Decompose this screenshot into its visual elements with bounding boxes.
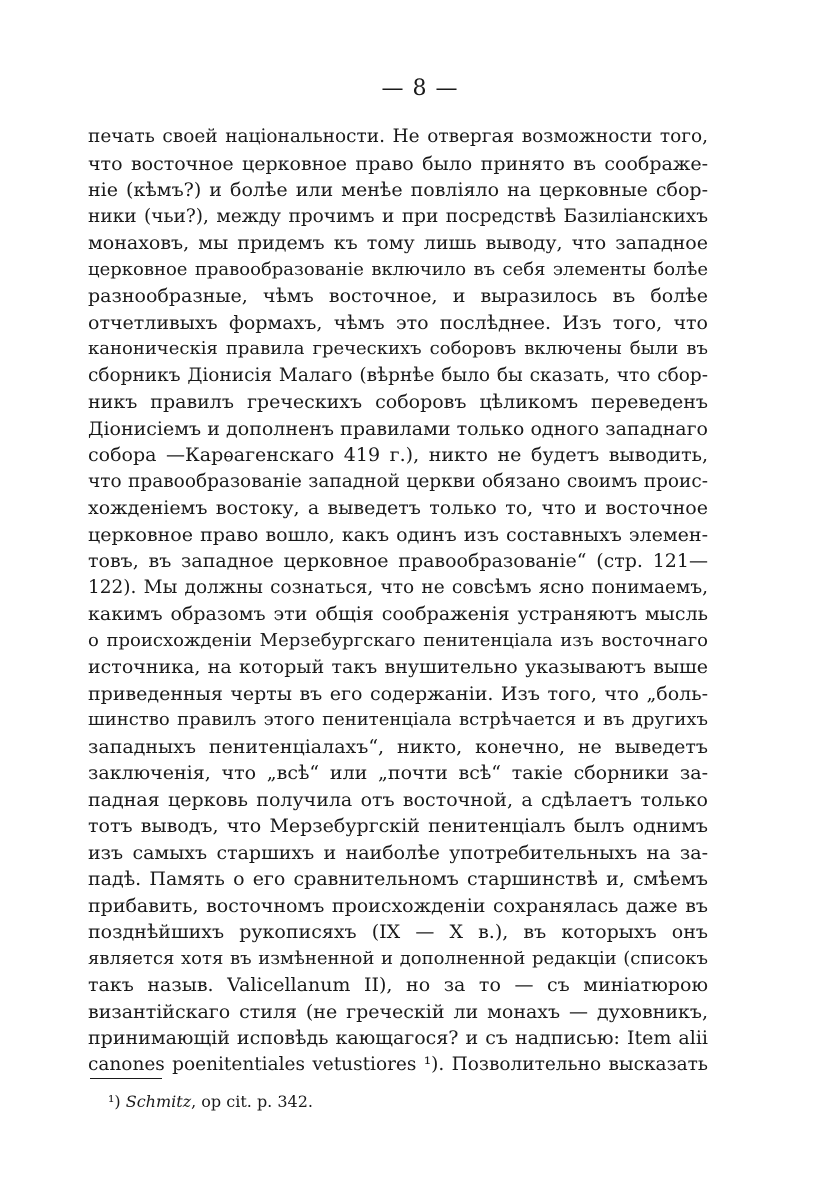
page-number: — 8 — xyxy=(381,76,459,101)
text-line: является хотя въ измѣненной и дополненной редакціи (списокъ xyxy=(88,947,708,969)
footnote-author: Schmitz xyxy=(125,1092,192,1111)
text-line: церковное правообразованіе включило въ себя элементы болѣе xyxy=(88,258,708,280)
text-line: прибавить, восточномъ происхожденіи сохранялась даже въ xyxy=(88,894,708,917)
text-line: принимающій исповѣдь кающагося? и съ надписью: Item alii xyxy=(88,1027,708,1049)
text-line: что восточное церковное право было принято въ соображе- xyxy=(88,152,708,175)
text-line: западныхъ пенитенціалахъ“, никто, конечно, не выведетъ xyxy=(88,735,708,758)
text-line: какимъ образомъ эти общія соображенія устраняютъ мысль xyxy=(88,603,708,625)
text-line: canones poenitentiales vetustiores ¹). Позволительно высказать xyxy=(88,1053,708,1075)
text-line: каноническія правила греческихъ соборовъ включены были въ xyxy=(88,338,708,359)
text-line: никъ правилъ греческихъ соборовъ цѣликомъ переведенъ xyxy=(88,391,708,413)
text-line: падная церковь получила отъ восточной, а сдѣлаетъ только xyxy=(88,788,708,811)
text-line: печать своей національности. Не отвергая возможности того, xyxy=(88,126,708,147)
footnote-divider xyxy=(90,1078,162,1079)
footnote-citation: , op cit. p. 342. xyxy=(191,1092,313,1111)
text-line: собора —Карѳагенскаго 419 г.), никто не будетъ выводить, xyxy=(88,444,708,466)
text-line: заключенія, что „всѣ“ или „почти всѣ“ такіе сборники за- xyxy=(88,762,708,784)
text-line: сборникъ Діонисія Малаго (вѣрнѣе было бы сказать, что сбор- xyxy=(88,364,708,386)
text-line: Діонисіемъ и дополненъ правилами только одного западнаго xyxy=(88,417,708,440)
text-line: падѣ. Память о его сравнительномъ старшинствѣ и, смѣемъ xyxy=(88,868,708,890)
footnote-marker: ¹) xyxy=(108,1092,121,1111)
text-line: о происхожденіи Мерзебургскаго пенитенціала изъ восточнаго xyxy=(88,629,708,651)
text-line: товъ, въ западное церковное правообразованіе“ (стр. 121— xyxy=(88,550,708,572)
text-line: 122). Мы должны сознаться, что не совсѣмъ ясно понимаемъ, xyxy=(88,576,708,598)
text-line: позднѣйшихъ рукописяхъ (IX — X в.), въ которыхъ онъ xyxy=(88,921,708,943)
body-text xyxy=(88,124,708,1078)
text-line: церковное право вошло, какъ одинъ изъ составныхъ элемен- xyxy=(88,523,708,546)
text-line: источника, на который такъ внушительно указываютъ выше xyxy=(88,656,708,678)
text-line: ники (чьи?), между прочимъ и при посредствѣ Базиліанскихъ xyxy=(88,205,708,227)
text-line: византійскаго стиля (не греческій ли монахъ — духовникъ, xyxy=(88,1000,708,1023)
text-line: что правообразованіе западной церкви обязано своимъ проис- xyxy=(88,470,708,492)
text-line: монаховъ, мы придемъ къ тому лишь выводу, что западное xyxy=(88,232,708,254)
text-line: шинство правилъ этого пенитенціала встрѣчается и въ другихъ xyxy=(88,709,708,730)
text-line: приведенныя черты въ его содержаніи. Изъ того, что „боль- xyxy=(88,682,708,705)
text-line: изъ самыхъ старшихъ и наиболѣе употребительныхъ на за- xyxy=(88,841,708,864)
text-line: разнообразные, чѣмъ восточное, и выразилось въ болѣе xyxy=(88,285,708,307)
text-line: хожденіемъ востоку, а выведетъ только то, что и восточное xyxy=(88,497,708,519)
footnote xyxy=(108,1092,313,1112)
text-line: такъ назыв. Valicellanum II), но за то — съ миніатюрою xyxy=(88,974,708,996)
text-line: тотъ выводъ, что Мерзебургскій пенитенціалъ былъ однимъ xyxy=(88,815,708,837)
text-line: отчетливыхъ формахъ, чѣмъ это послѣднее. Изъ того, что xyxy=(88,311,708,334)
text-line: ніе (кѣмъ?) и болѣе или менѣе повліяло на церковные сбор- xyxy=(88,179,708,201)
